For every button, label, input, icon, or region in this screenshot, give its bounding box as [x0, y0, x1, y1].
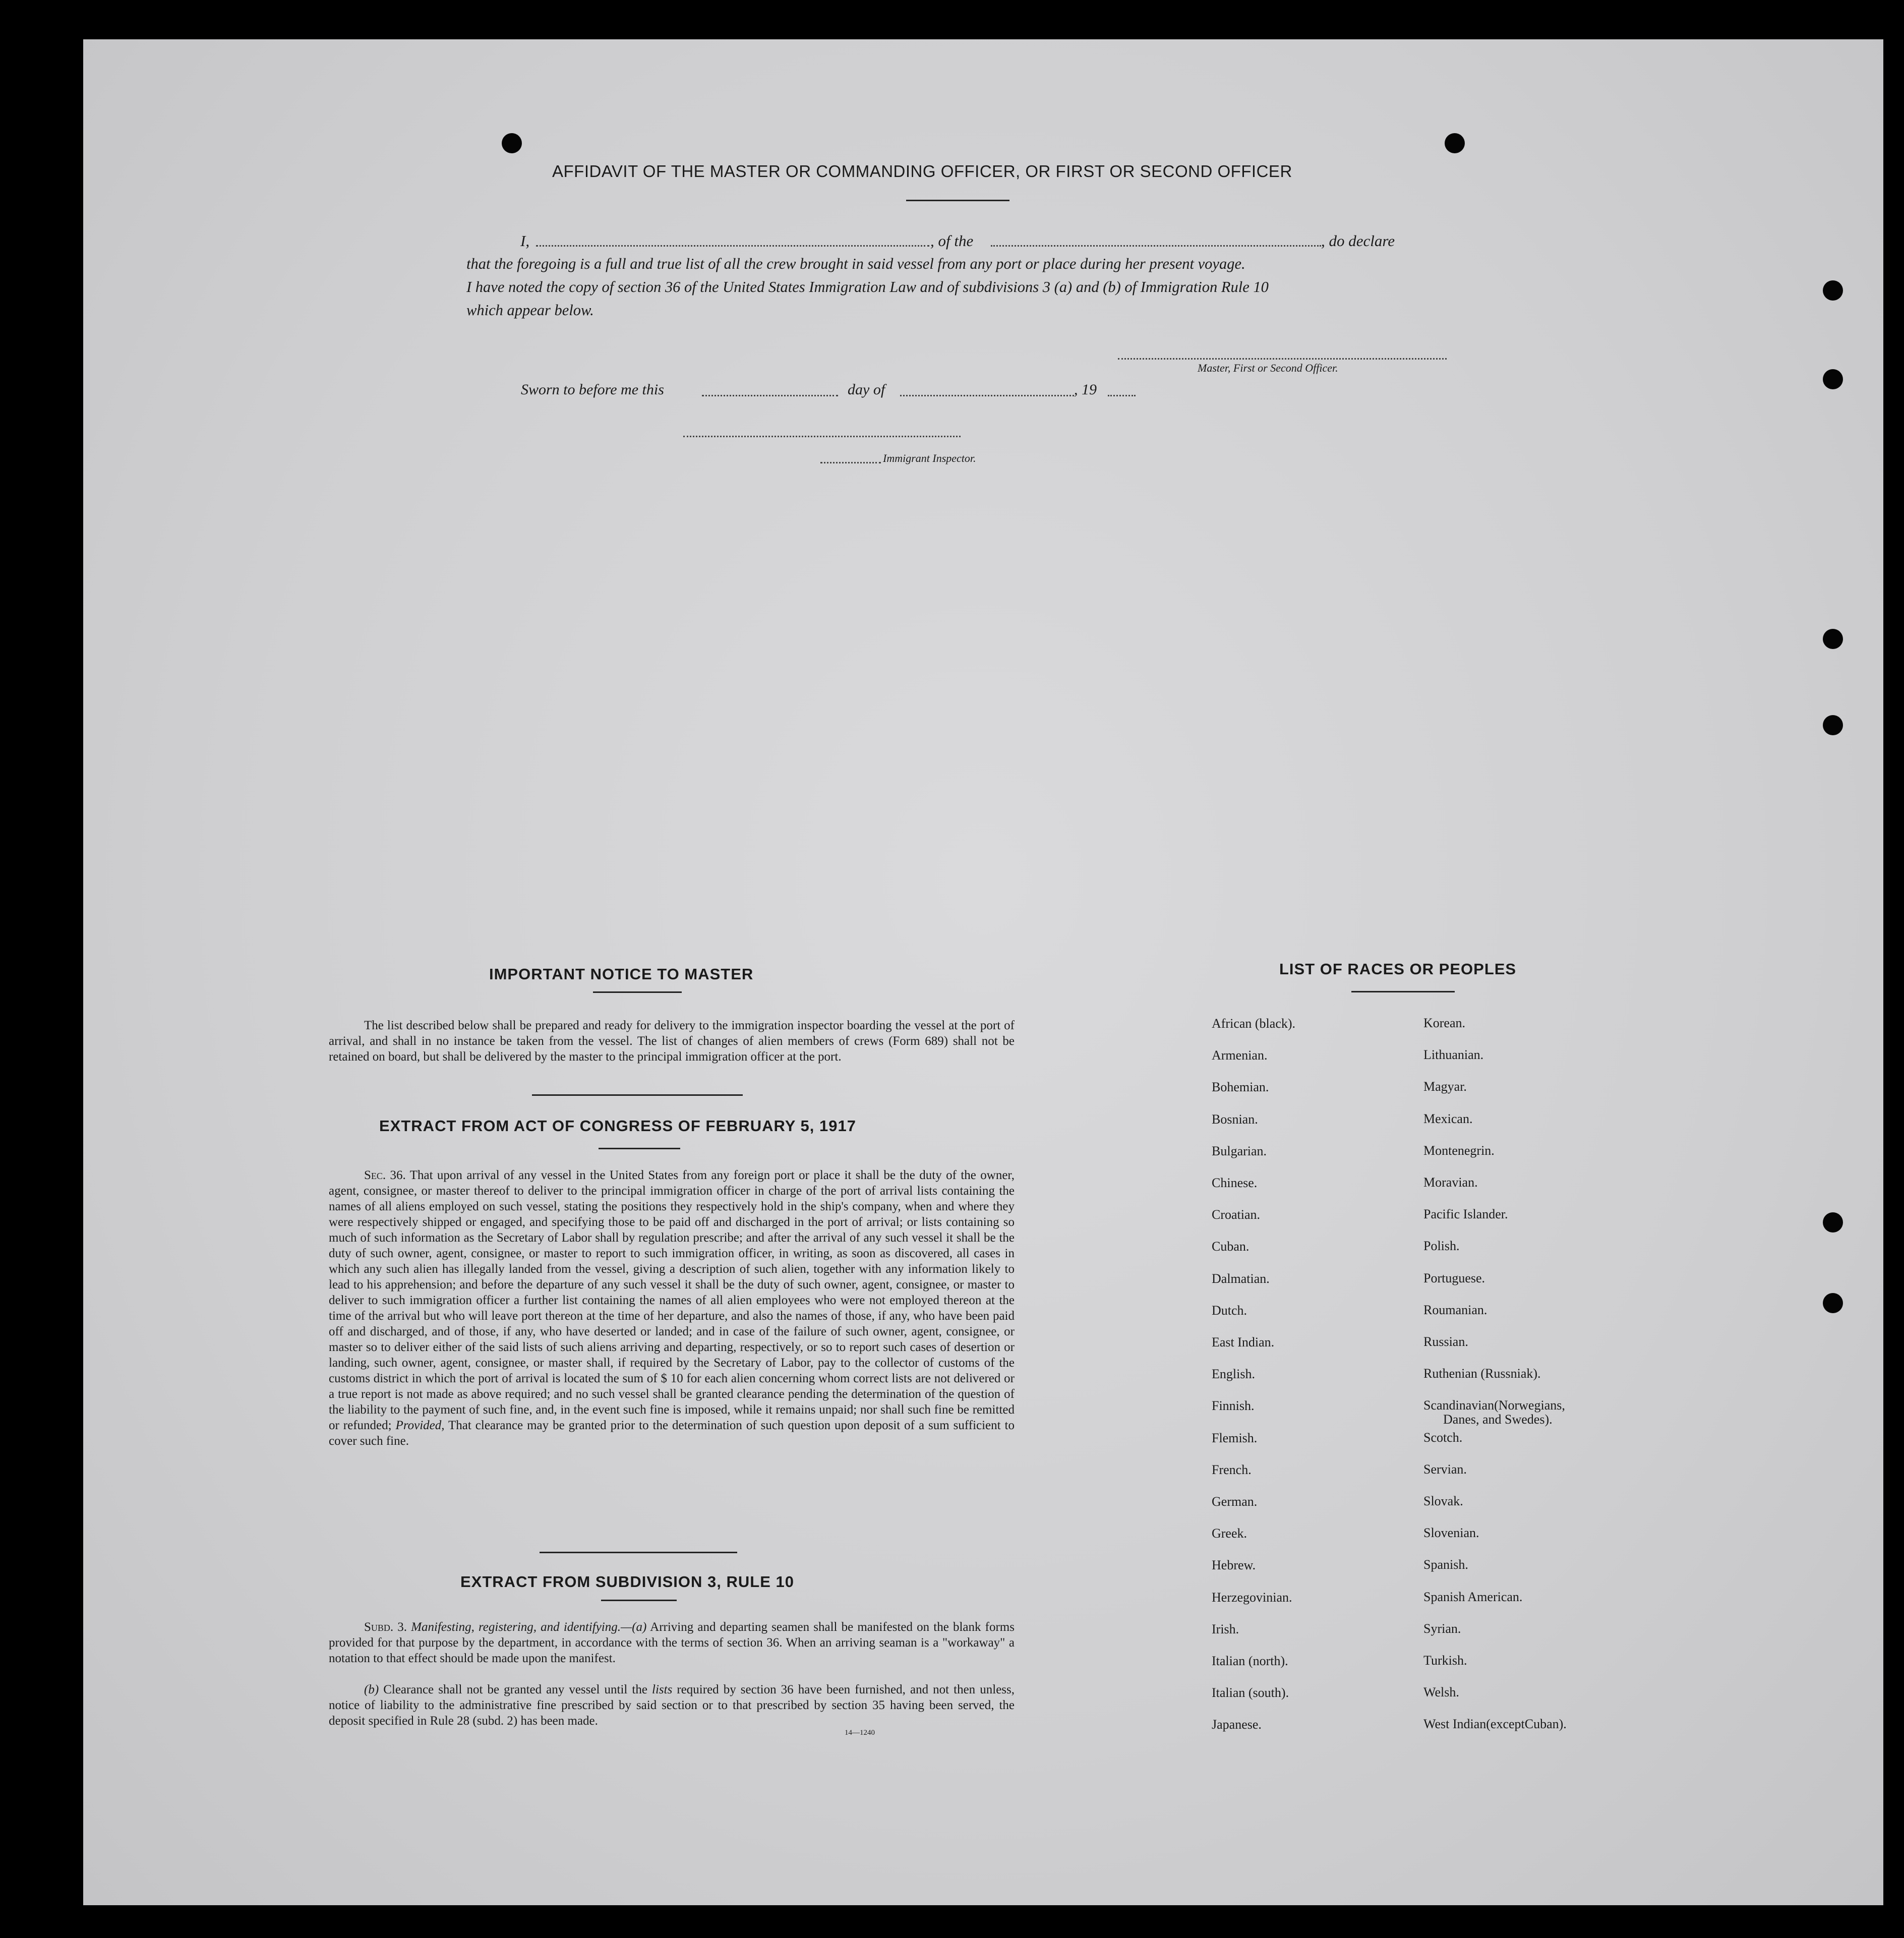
- race-item: East Indian.: [1212, 1335, 1275, 1349]
- race-item: Montenegrin.: [1423, 1143, 1495, 1158]
- race-item: Scotch.: [1423, 1430, 1463, 1445]
- race-item: Japanese.: [1212, 1717, 1262, 1732]
- subd-text-b-2: required by section 36 have been furnished, and not then unless, notice of liability to the administrative fine prescribed by said section or to that prescribed by section 35 having been served, the deposit specified in Rule 28 (subd. 2) has been made.: [329, 1683, 1015, 1728]
- punch-hole: [1823, 1293, 1843, 1313]
- punch-hole: [1445, 133, 1465, 153]
- race-item: Welsh.: [1423, 1685, 1459, 1700]
- race-item: Irish.: [1212, 1621, 1239, 1636]
- race-item: African (black).: [1212, 1016, 1296, 1031]
- race-item: Dutch.: [1212, 1303, 1247, 1318]
- affidavit-paragraph-line-3: which appear below.: [466, 302, 594, 319]
- race-item: Slovenian.: [1423, 1525, 1479, 1541]
- race-item: Magyar.: [1423, 1079, 1467, 1094]
- form-number: 14—1240: [845, 1729, 875, 1737]
- vessel-name-line[interactable]: [991, 245, 1321, 247]
- races-underline: [1351, 991, 1455, 992]
- race-item: Bulgarian.: [1212, 1143, 1267, 1158]
- document-page: [83, 39, 1883, 1905]
- notice-divider: [532, 1094, 743, 1096]
- rule-text-b: [329, 1682, 1015, 1729]
- rule-title: EXTRACT FROM SUBDIVISION 3, RULE 10: [460, 1573, 794, 1591]
- inspector-signature-line-short[interactable]: [820, 462, 881, 463]
- race-item: Slovak.: [1423, 1494, 1463, 1508]
- affidavit-paragraph-line-2: I have noted the copy of section 36 of the United States Immigration Law and of subdivisions 3 (a) and (b) of Immigration Rule 10: [466, 278, 1269, 296]
- race-item: English.: [1212, 1367, 1255, 1382]
- races-title: LIST OF RACES OR PEOPLES: [1279, 960, 1517, 978]
- sworn-day-line[interactable]: [702, 395, 838, 396]
- affidavit-i-label: I,: [520, 232, 530, 250]
- race-item: French.: [1212, 1462, 1252, 1477]
- race-item: Pacific Islander.: [1423, 1207, 1508, 1222]
- affidavit-title: AFFIDAVIT OF THE MASTER OR COMMANDING OFFICER, OR FIRST OR SECOND OFFICER: [552, 162, 1292, 181]
- punch-hole: [1823, 280, 1843, 301]
- race-item: Greek.: [1212, 1526, 1247, 1541]
- inspector-signature-line[interactable]: [683, 436, 961, 437]
- master-signature-line[interactable]: [1118, 358, 1447, 360]
- race-item: Dalmatian.: [1212, 1271, 1270, 1286]
- race-item: Herzegovinian.: [1212, 1590, 1292, 1605]
- day-of-label: day of: [848, 381, 885, 398]
- act-divider: [540, 1552, 737, 1553]
- race-item: West Indian(exceptCuban).: [1423, 1717, 1567, 1732]
- race-item: Portuguese.: [1423, 1270, 1485, 1285]
- race-item: Croatian.: [1212, 1207, 1261, 1222]
- race-item: Mexican.: [1423, 1111, 1473, 1126]
- notice-underline: [593, 991, 682, 993]
- race-item: Armenian.: [1212, 1048, 1268, 1063]
- race-item: Bosnian.: [1212, 1111, 1258, 1127]
- race-item: Bohemian.: [1212, 1080, 1269, 1095]
- sec-36-text: That upon arrival of any vessel in the United States from any foreign port or place it shall be the duty of the owner, agent, consignee, or master thereof to deliver to the principal immigration officer in charge of the port of arrival lists containing the names of all aliens employed on such vessel, stating the positions they respectively hold in the ship's company, when and where they were respectively shipped or engaged, and specifying those to be paid off and discharged in the port of arrival; or lists containing so much of such information as the Secretary of Labor shall by regulation prescribe; and after the arrival of any such vessel it shall be the duty of such owner, agent, consignee, or master to report to such immigration officer, in writing, as soon as discovered, all cases in which any such alien has illegally landed from the vessel, giving a description of such alien, together with any information likely to lead to his apprehension; and before the departure of any such vessel it shall be the duty of such owner, agent, consignee, or master to deliver to such immigration officer a further list containing the names of all alien employees who were not employed thereon at the time of the arrival but who will leave port thereon at the time of her departure, and also the names of those, if any, who have been paid off and discharged, and of those, if any, who have deserted or landed; and in case of the failure of such owner, agent, consignee, or master so to deliver either of the said lists of such aliens arriving and departing, respectively, or so to report such cases of desertion or landing, such owner, agent, consignee, or master shall, if required by the Secretary of Labor, pay to the collector of customs of the customs district in which the port of arrival is located the sum of $ 10 for each alien concerning whom correct lists are not delivered or a true report is not made as above required; and no such vessel shall be granted clearance pending the determination of the question of the liability to the payment of such fine, and, in the event such fine is imposed, while it remains unpaid; nor shall such fine be remitted or refunded;: [329, 1168, 1015, 1432]
- race-item: Italian (south).: [1212, 1685, 1289, 1700]
- punch-hole: [1823, 369, 1843, 389]
- punch-hole: [1823, 715, 1843, 735]
- race-item: Servian.: [1423, 1461, 1467, 1477]
- race-item: Spanish.: [1423, 1557, 1468, 1572]
- affidavit-of-the-label: , of the: [930, 232, 974, 250]
- act-underline: [599, 1148, 680, 1149]
- affidavit-do-declare-label: , do declare: [1321, 232, 1395, 250]
- notice-title: IMPORTANT NOTICE TO MASTER: [489, 965, 754, 983]
- rule-underline: [601, 1600, 677, 1601]
- race-item: Polish.: [1423, 1239, 1460, 1254]
- subd-b-label: (b): [364, 1683, 379, 1696]
- year-label: , 19: [1074, 381, 1097, 398]
- race-item: Lithuanian.: [1423, 1047, 1484, 1063]
- act-title: EXTRACT FROM ACT OF CONGRESS OF FEBRUARY 5, 1917: [379, 1117, 856, 1135]
- race-item: Ruthenian (Russniak).: [1423, 1366, 1541, 1381]
- subd-title: Manifesting, registering, and identifying.—(a): [411, 1620, 647, 1634]
- title-underline: [906, 200, 1009, 201]
- notice-text: The list described below shall be prepared and ready for delivery to the immigration inspector boarding the vessel at the port of arrival, and shall in no instance be taken from the vessel. The list of changes of alien members of crews (Form 689) shall not be retained on board, but shall be delivered by the master to the principal immigration officer at the port.: [329, 1019, 1015, 1064]
- sworn-year-line[interactable]: [1108, 395, 1136, 396]
- race-item: Spanish American.: [1423, 1589, 1523, 1604]
- punch-hole: [1823, 629, 1843, 649]
- race-item: Turkish.: [1423, 1653, 1467, 1668]
- subd-text-b-1: Clearance shall not be granted any vessel until the: [383, 1683, 647, 1696]
- lists-word: lists: [652, 1683, 673, 1696]
- race-item: Flemish.: [1212, 1430, 1258, 1445]
- subd-text-a: Arriving and departing seamen shall be manifested on the blank forms provided for that purpose by the department, in accordance with the terms of section 36. When an arriving seaman is a "workaway" a notation to that effect should be made upon the manifest.: [329, 1620, 1015, 1665]
- race-item: Korean.: [1423, 1016, 1466, 1030]
- rule-text-a: [329, 1619, 1015, 1666]
- affidavit-paragraph-line-1: that the foregoing is a full and true list of all the crew brought in said vessel from any port or place during her present voyage.: [466, 255, 1245, 272]
- master-name-line[interactable]: [536, 245, 929, 247]
- punch-hole: [1823, 1212, 1843, 1232]
- master-signature-caption: Master, First or Second Officer.: [1198, 362, 1338, 374]
- act-text: [329, 1167, 1015, 1449]
- sec-36-text-end: That clearance may be granted prior to the determination of such question upon deposit of a sum sufficient to cover such fine.: [329, 1419, 1015, 1448]
- subd-label: Subd. 3.: [364, 1620, 407, 1634]
- race-item: Russian.: [1423, 1334, 1468, 1349]
- race-item: Cuban.: [1212, 1239, 1250, 1254]
- sec-36-label: Sec. 36.: [364, 1168, 406, 1182]
- race-item: Scandinavian(Norwegians, Danes, and Swedes).: [1423, 1398, 1565, 1427]
- race-item: Syrian.: [1423, 1621, 1461, 1636]
- inspector-caption: Immigrant Inspector.: [883, 452, 976, 464]
- sworn-month-line[interactable]: [900, 395, 1074, 396]
- punch-hole: [502, 133, 522, 153]
- race-item: Chinese.: [1212, 1176, 1258, 1190]
- sworn-label: Sworn to before me this: [521, 381, 664, 398]
- race-item: Italian (north).: [1212, 1654, 1288, 1668]
- race-item: Hebrew.: [1212, 1558, 1256, 1573]
- race-item: Roumanian.: [1423, 1302, 1488, 1317]
- race-item: Moravian.: [1423, 1175, 1478, 1190]
- race-item: Finnish.: [1212, 1398, 1255, 1414]
- race-item: German.: [1212, 1494, 1258, 1509]
- provided-label: Provided,: [395, 1419, 445, 1432]
